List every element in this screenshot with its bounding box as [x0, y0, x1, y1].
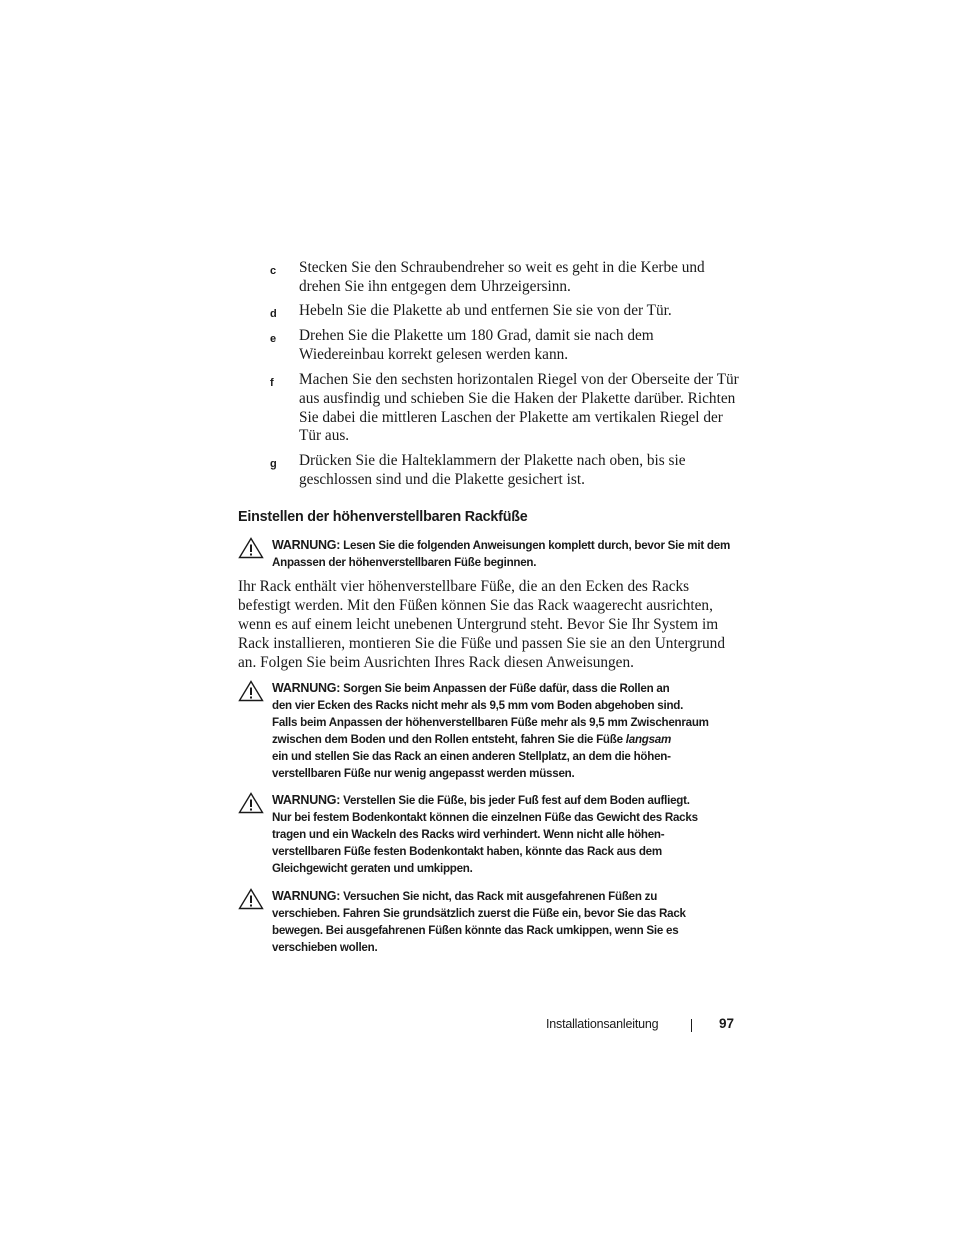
page-number: 97 [719, 1016, 735, 1031]
warning-box [238, 537, 743, 571]
warning-line: bewegen. Bei ausgefahrenen Füßen könnte das Rack umkippen, wenn Sie es [272, 924, 679, 937]
warning-box [238, 888, 743, 956]
step-text: Machen Sie den sechsten horizontalen Riegel von der Oberseite der Tür aus ausfindig und schieben Sie die Haken der Plakette darüber. Richten Sie dabei die mittleren Laschen der Plakette am vertikalen Riegel der Tür aus. [299, 371, 739, 445]
step-letter: d [270, 308, 277, 320]
step-text: Hebeln Sie die Plakette ab und entfernen Sie sie von der Tür. [299, 302, 672, 319]
footer-separator [691, 1019, 692, 1032]
step-letter: f [270, 377, 274, 389]
warning-box [238, 680, 743, 782]
list-item [270, 371, 740, 452]
warning-text: Lesen Sie die folgenden Anweisungen komplett durch, bevor Sie mit dem Anpassen der höhenverstellbaren Füße beginnen. [272, 539, 731, 569]
warning-line: tragen und ein Wackeln des Racks wird verhindert. Wenn nicht alle höhen- [272, 828, 665, 841]
step-letter: c [270, 265, 277, 277]
section-heading: Einstellen der höhenverstellbaren Rackfüße [238, 509, 528, 525]
warning-line: Falls beim Anpassen der höhenverstellbaren Füße mehr als 9,5 mm Zwischenraum [272, 716, 709, 729]
warning-triangle-icon [238, 888, 264, 910]
warning-line: den vier Ecken des Racks nicht mehr als 9,5 mm vom Boden abgehoben sind. [272, 699, 684, 712]
warning-line: verstellbaren Füße festen Bodenkontakt haben, könnte das Rack aus dem [272, 845, 662, 858]
warning-label: WARNUNG: [272, 681, 341, 695]
warning-triangle-icon [238, 680, 264, 702]
warning-line: ein und stellen Sie das Rack an einen anderen Stellplatz, an dem die höhen- [272, 750, 671, 763]
step-letter: g [270, 458, 277, 470]
footer-title: Installationsanleitung [546, 1017, 659, 1031]
warning-label: WARNUNG: [272, 538, 341, 552]
warning-line: Verstellen Sie die Füße, bis jeder Fuß fest auf dem Boden aufliegt. [343, 794, 690, 807]
list-item [270, 327, 740, 371]
step-letter: e [270, 333, 277, 345]
step-list [270, 259, 740, 492]
warning-triangle-icon [238, 792, 264, 814]
warning-triangle-icon [238, 537, 264, 559]
warning-line: verschieben wollen. [272, 941, 378, 954]
warning-line: Nur bei festem Bodenkontakt können die einzelnen Füße das Gewicht des Racks [272, 811, 698, 824]
warning-line: verschieben. Fahren Sie grundsätzlich zuerst die Füße ein, bevor Sie das Rack [272, 907, 686, 920]
warning-label: WARNUNG: [272, 889, 341, 903]
warning-line: Versuchen Sie nicht, das Rack mit ausgefahrenen Füßen zu [343, 890, 658, 903]
warning-line: Gleichgewicht geraten und umkippen. [272, 862, 473, 875]
list-item [270, 302, 740, 327]
warning-box [238, 792, 743, 877]
warning-label: WARNUNG: [272, 793, 341, 807]
list-item [270, 259, 740, 302]
step-text: Drücken Sie die Halteklammern der Plakette nach oben, bis sie geschlossen sind und die Plakette gesichert ist. [299, 452, 686, 488]
body-paragraph: Ihr Rack enthält vier höhenverstellbare Füße, die an den Ecken des Racks befestigt werden. Mit den Füßen können Sie das Rack waagerecht ausrichten, wenn es auf einem leicht unebenen Untergrund steht. Bevor Sie Ihr System im Rack installieren, montieren Sie die Füße und passen Sie sie an den Untergrund an. Folgen Sie beim Ausrichten Ihres Rack diesen Anweisungen. [238, 578, 725, 671]
warning-line: verstellbaren Füße nur wenig angepasst werden müssen. [272, 767, 575, 780]
warning-line: zwischen dem Boden und den Rollen entsteht, fahren Sie die Füße [272, 733, 623, 746]
warning-line: Sorgen Sie beim Anpassen der Füße dafür, dass die Rollen an [343, 682, 670, 695]
list-item [270, 452, 740, 492]
step-text: Drehen Sie die Plakette um 180 Grad, damit sie nach dem Wiedereinbau korrekt gelesen werden kann. [299, 327, 654, 363]
warning-emphasis: langsam [625, 733, 672, 746]
step-text: Stecken Sie den Schraubendreher so weit es geht in die Kerbe und drehen Sie ihn entgegen dem Uhrzeigersinn. [299, 259, 705, 295]
